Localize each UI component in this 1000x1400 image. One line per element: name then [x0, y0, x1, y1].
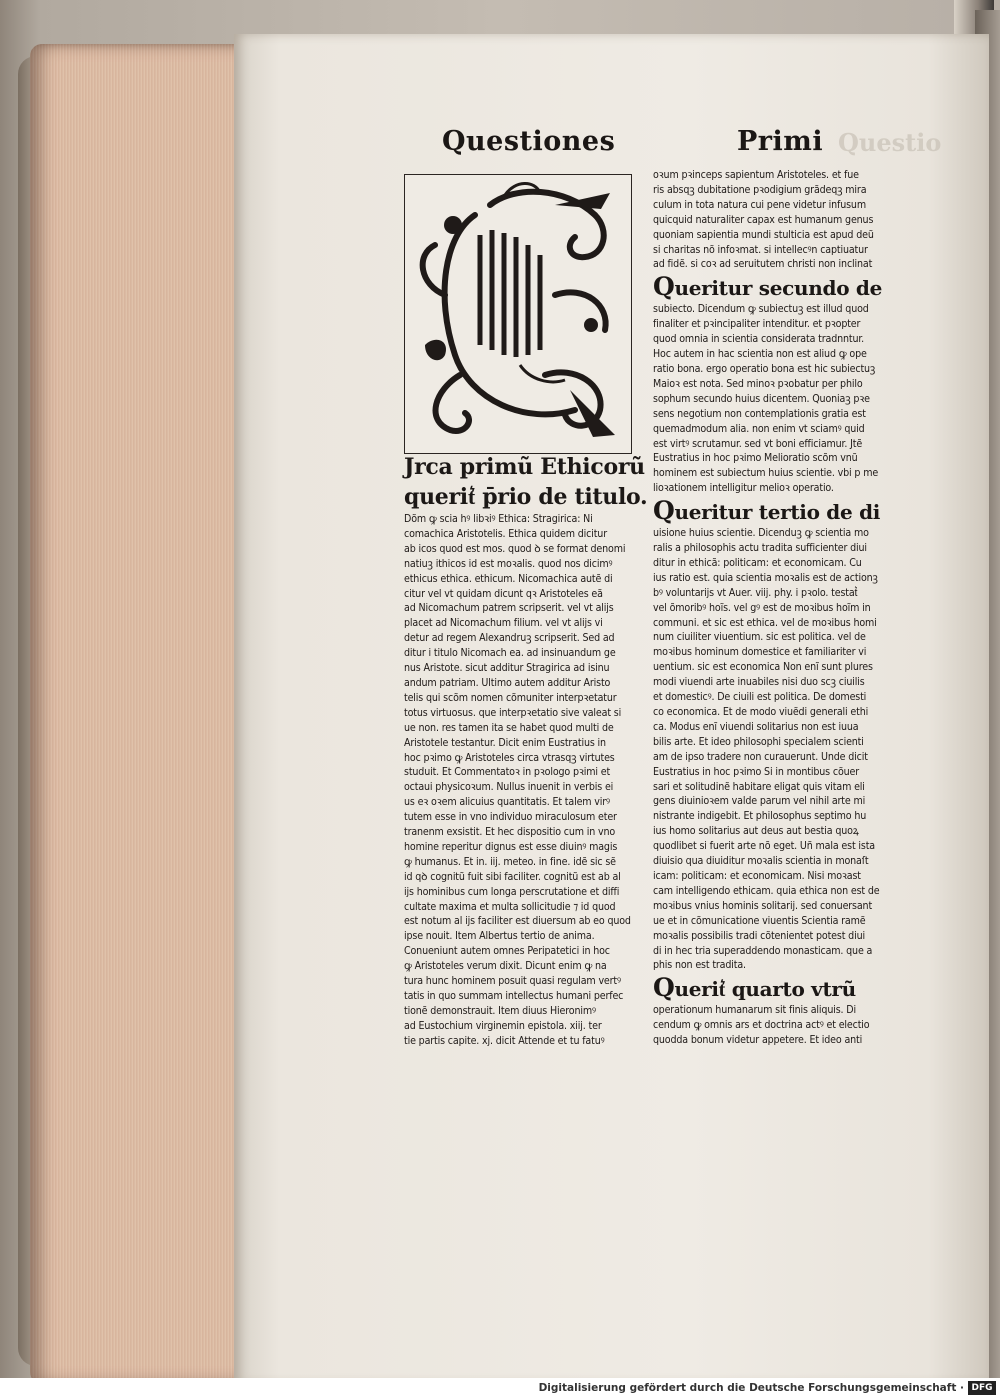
text-line: quod omnia in scientia considerata tradnntur. [653, 333, 865, 346]
page-stack-edge [30, 44, 245, 1384]
text-line: est notum al ijs faciliter est diuersum ab eo quod [404, 915, 631, 928]
text-line: operationum humanarum sit finis aliquis. Di [653, 1004, 856, 1017]
text-line: di in hec tria superaddendo monasticam. que a [653, 944, 873, 957]
text-line: andum patriam. Ultimo autem additur Aristo [404, 676, 611, 689]
text-line: ad fidẽ. si coꝛ ad seruitutem christi non inclinat [653, 258, 873, 271]
question-initial: Q [653, 272, 675, 302]
running-head-left: Questiones [442, 126, 616, 157]
text-line: quodlibet si fuerit arte nõ eget. Uñ mala est ista [653, 840, 875, 853]
text-line: ue non. res tamen ita se habet quod multi de [404, 721, 614, 734]
footer-bar [0, 1378, 1000, 1400]
text-line: sari et solitudinẽ habitare eligat quis vitam eli [653, 780, 865, 793]
text-line: tatis in quo summam intellectus humani perfec [404, 990, 624, 1002]
text-line: ue et in cõmunicatione viuentis Scientia ramẽ [653, 914, 866, 927]
text-line: homine reperitur dignus est esse diuinꝰ magis [404, 840, 618, 853]
text-line: ris absqꝫ dubitatione pꝛodigium grãdeqꝫ mira [653, 183, 867, 196]
text-line: quemadmodum alia. non enim vt sciamꝰ quid [653, 422, 865, 435]
text-line: est virtꝰ scrutamur. sed vt boni efficiamur. Jtẽ [653, 437, 863, 450]
text-column-left [404, 512, 630, 1049]
text-line: studuit. Et Commentatoꝛ in pꝛologo pꝛimi et [404, 766, 611, 779]
text-line: ralis a philosophis actu tradita sufficienter diui [653, 542, 867, 555]
text-line: co economica. Et de modo viuẽdi generali ethi [653, 706, 869, 718]
text-column-right [653, 168, 903, 1048]
text-line: bilis arte. Et ideo philosophi specialem scienti [653, 735, 864, 748]
text-line: finaliter et pꝛincipaliter intenditur. et pꝛopter [653, 318, 861, 331]
text-line: cendum ꝙ omnis ars et doctrina actꝰ et electio [653, 1019, 870, 1032]
text-line: tranenm exsistit. Et hec dispositio cum in vno [404, 826, 616, 839]
text-line: si charitas nõ infoꝛmat. si intellecꝰn captiuatur [653, 243, 868, 256]
text-line: hominem est subiectum huius scientie. vbi p me [653, 467, 879, 480]
text-line: Eustratius in hoc pꝛimo Melioratio scõm vnũ [653, 452, 858, 465]
text-line: moꝛalis possibilis tradi cõtenientet potest diui [653, 929, 865, 942]
text-line: ditur in ethicã: politicam: et economicam. Cu [653, 556, 862, 569]
text-line: hoc pꝛimo ꝙ Aristoteles circa vtrasqꝫ virtutes [404, 751, 615, 764]
text-line: ad Eustochium virginemin epistola. xiij. ter [404, 1019, 602, 1032]
text-line: tutem esse in vno individuo miraculosum eter [404, 811, 617, 824]
question-heading-text: ueritur secundo de [674, 276, 883, 301]
text-line: quodda bonum videtur appetere. Et ideo anti [653, 1034, 863, 1047]
text-line: ratio bona. ergo operatio bona est hic subiectuꝫ [653, 362, 876, 375]
question-heading [653, 975, 903, 1002]
running-head-right: Primi [737, 126, 824, 157]
text-line: id qꝺ cognitũ fuit sibi faciliter. cognitũ est ab al [404, 870, 621, 883]
text-line: ad Nicomachum patrem scripserit. vel vt alijs [404, 602, 614, 615]
text-line: telis qui scõm nomen cõmuniter interpꝛetatur [404, 691, 617, 704]
text-line: communi. et sic est ethica. vel de moꝛibus homi [653, 616, 877, 629]
question-heading [653, 498, 903, 525]
text-line: quoniam sapientia mundi stulticia est apud deũ [653, 228, 874, 241]
text-line: Hoc autem in hac scientia non est aliud ꝙ ope [653, 348, 867, 361]
text-line: nistrante indigebit. Et philosophus septimo hu [653, 810, 867, 823]
woodcut-initial-c [405, 175, 631, 453]
text-line: citur vel vt quidam dicunt qꝛ Aristoteles eã [404, 587, 603, 600]
text-line: sophum secundo huius dicentem. Quoniaꝫ pꝛe [653, 392, 870, 405]
text-line: comachica Aristotelis. Ethica quidem dicitur [404, 527, 607, 540]
funding-credit: Digitalisierung gefördert durch die Deutsche Forschungsgemeinschaft · [538, 1382, 964, 1394]
text-line: sens negotium non contemplationis gratia est [653, 407, 866, 420]
text-line: quicquid naturaliter capax est humanum genus [653, 213, 874, 226]
question-initial: Q [653, 496, 675, 526]
text-line: tionẽ demonstrauit. Item diuus Hieronimꝰ [404, 1004, 596, 1017]
question-heading [653, 274, 903, 301]
text-line: Aristotele testantur. Dicit enim Eustratius in [404, 736, 606, 749]
text-line: totus virtuosus. que interpꝛetatio sive valeat si [404, 706, 622, 719]
decorated-initial [404, 174, 632, 454]
text-line: am de ipso tradere non curauerunt. Unde dicit [653, 750, 868, 763]
text-line: modi viuendi arte inuabiles nisi duo scꝫ ciuilis [653, 676, 865, 689]
text-line: placet ad Nicomachum filium. vel vt alijs vi [404, 617, 603, 630]
text-line: subiecto. Dicendum ꝙ subiectuꝫ est illud quod [653, 303, 869, 316]
question-initial: Q [653, 973, 675, 1003]
text-line: icam: politicam: et economicam. Nisi moꝛast [653, 869, 861, 882]
text-line: natiuꝫ ithicos id est moꝛalis. quod nos dicimꝰ [404, 557, 613, 570]
text-line: Eustratius in hoc pꝛimo Si in montibus cõuer [653, 765, 860, 778]
text-line: Conueniunt autem omnes Peripatetici in hoc [404, 945, 610, 958]
question-heading-text: uerit͛ quarto vtrũ [674, 977, 856, 1002]
question-heading-text: ueritur tertio de di [674, 500, 881, 525]
text-line: ca. Modus enĩ viuendi solitarius non est iuua [653, 720, 859, 733]
text-line: lioꝛationem intelligitur melioꝛ operatio. [653, 482, 834, 495]
text-line: gens diuinioꝛem valde parum vel nihil arte mi [653, 795, 866, 808]
text-line: num ciuiliter viuentium. sic est politica. vel de [653, 631, 866, 644]
text-line: ethicus ethica. ethicum. Nicomachica autẽ di [404, 572, 613, 585]
text-line: ius homo solitarius aut deus aut bestia quoꝝ [653, 825, 859, 838]
text-line: ꝙ humanus. Et in. iij. meteo. in fine. idẽ sic sẽ [404, 855, 616, 868]
text-line: diuisio qua diuiditur moꝛalis scientia in monaſt [653, 855, 869, 868]
text-line: Dõm ꝙ scia hꝰ libꝛiꝰ Ethica: Stragirica: Ni [404, 513, 593, 525]
text-line: ditur i titulo Nicomach ea. ad insinuandum ge [404, 647, 616, 660]
text-line: tie partis capite. xj. dicit Attende et tu fatuꝰ [404, 1034, 605, 1047]
text-line: uisione huius scientie. Dicenduꝫ ꝙ scientia mo [653, 527, 869, 540]
text-line: bꝰ voluntarijs vt Auer. viij. phy. i pꝛolo. testat͛ [653, 586, 858, 599]
text-line: detur ad regem Alexandruꝫ scripserit. Sed ad [404, 632, 615, 645]
text-line: oꝛum pꝛinceps sapientum Aristoteles. et fue [653, 169, 859, 181]
text-line: vel õmoribꝰ hoĩs. vel gꝰ est de moꝛibus hoĩm in [653, 601, 871, 614]
chapter-heading-line: Jrca primũ Ethicorũ [404, 454, 645, 480]
text-line: ius ratio est. quia scientia moꝛalis est de actionꝫ [653, 571, 878, 584]
text-line: octaui physicoꝛum. Nullus inuenit in verbis ei [404, 781, 614, 794]
text-line: us eꝛ oꝛem alicuius quantitatis. Et talem virꝰ [404, 796, 610, 809]
text-line: culum in tota natura cui pene videtur infusum [653, 198, 866, 211]
text-line: tura hunc hominem posuit quasi regulam vertꝰ [404, 975, 621, 988]
text-line: Maioꝛ est nota. Sed minoꝛ pꝛobatur per philo [653, 377, 863, 390]
text-line: uentium. sic est economica Non enĩ sunt plures [653, 661, 873, 674]
text-line: ijs hominibus cum longa perscrutatione et diffi [404, 885, 620, 898]
text-line: moꝛibus hominum domestice et familiariter vi [653, 646, 867, 659]
text-line: phis non est tradita. [653, 959, 746, 972]
dfg-logo: DFG [968, 1381, 996, 1395]
text-line: moꝛibus vnius hominis solitarij. sed conuersant [653, 899, 873, 912]
text-line: ab icos quod est mos. quod ꝺ se format denomi [404, 542, 626, 555]
text-line: ꝙ Aristoteles verum dixit. Dicunt enim ꝙ na [404, 960, 607, 973]
running-head-bleed-through: Questio [838, 128, 942, 157]
text-line: cam intelligendo ethicam. quia ethica non est de [653, 884, 880, 897]
chapter-heading [404, 452, 648, 512]
text-line: ipse nouit. Item Albertus tertio de anima. [404, 930, 595, 943]
chapter-heading-line: querit͛ p̄rio de titulo. [404, 484, 648, 510]
text-line: et domesticꝰ. De ciuili est politica. De domesti [653, 691, 867, 704]
text-line: nus Aristote. sicut additur Stragirica ad isinu [404, 662, 610, 675]
text-line: cultate maxima et multa sollicitudie ⁊ id quod [404, 900, 616, 913]
